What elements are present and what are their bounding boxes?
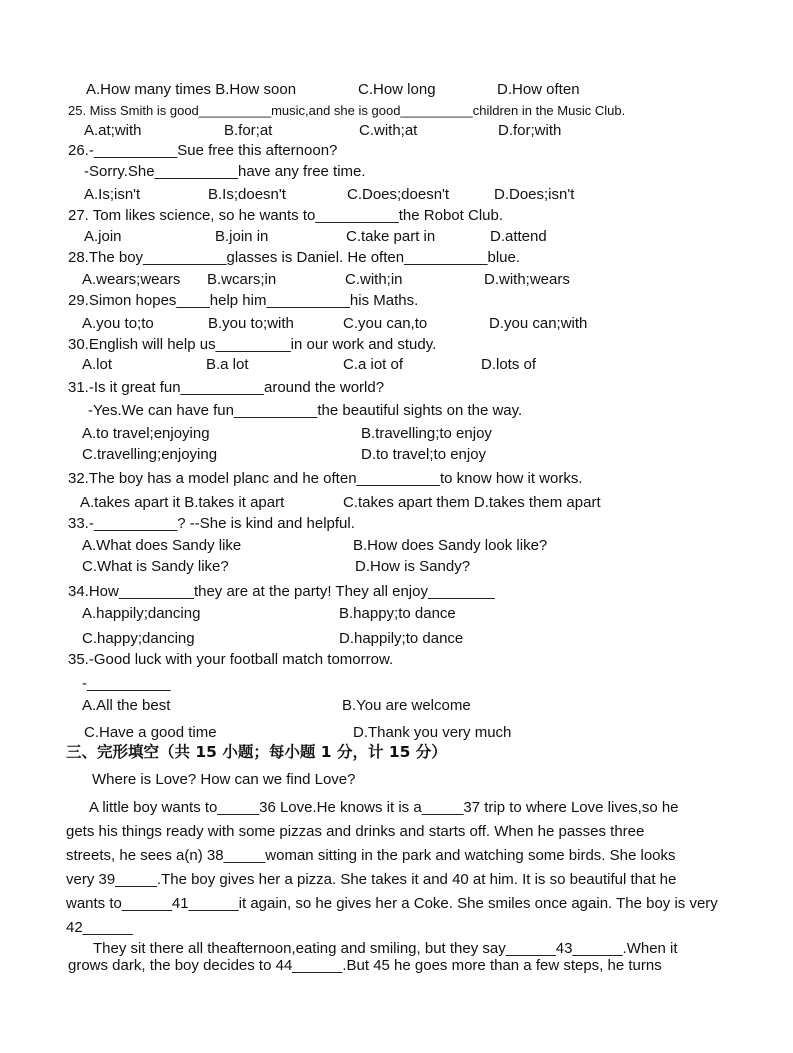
passage-line-4: very 39_____.The boy gives her a pizza. She takes it and 40 at him. It is so beautiful that he bbox=[66, 871, 677, 888]
q34-option-b: B.happy;to dance bbox=[339, 605, 456, 622]
q29-stem: 29.Simon hopes____help him__________his Maths. bbox=[68, 292, 419, 309]
q27-option-b: B.join in bbox=[215, 228, 269, 245]
q31-option-b: B.travelling;to enjoy bbox=[361, 425, 492, 442]
q35-option-c: C.Have a good time bbox=[84, 724, 217, 741]
q31-option-a: A.to travel;enjoying bbox=[82, 425, 210, 442]
q26-option-d: D.Does;isn't bbox=[494, 186, 575, 203]
q30-option-c: C.a iot of bbox=[343, 356, 404, 373]
q28-option-d: D.with;wears bbox=[484, 271, 570, 288]
q35-reply: -__________ bbox=[82, 675, 171, 692]
q31-reply: -Yes.We can have fun__________the beautiful sights on the way. bbox=[88, 402, 523, 419]
q26-option-b: B.Is;doesn't bbox=[208, 186, 286, 203]
q35-stem: 35.-Good luck with your football match tomorrow. bbox=[68, 651, 394, 668]
q28-option-c: C.with;in bbox=[345, 271, 403, 288]
q24-option-ab: A.How many times B.How soon bbox=[86, 81, 297, 98]
q32-stem: 32.The boy has a model planc and he often__________to know how it works. bbox=[68, 470, 583, 487]
q27-option-a: A.join bbox=[84, 228, 122, 245]
q29-option-c: C.you can,to bbox=[343, 315, 428, 332]
passage-line-7: They sit there all theafternoon,eating and smiling, but they say______43______.When it bbox=[93, 940, 678, 957]
q25-option-b: B.for;at bbox=[224, 122, 273, 139]
q31-option-c: C.travelling;enjoying bbox=[82, 446, 218, 463]
q25-stem: 25. Miss Smith is good__________music,and she is good__________children in the Music Club. bbox=[68, 103, 626, 118]
q33-option-b: B.How does Sandy look like? bbox=[353, 537, 548, 554]
q34-option-a: A.happily;dancing bbox=[82, 605, 201, 622]
q29-option-d: D.you can;with bbox=[489, 315, 588, 332]
q35-option-d: D.Thank you very much bbox=[353, 724, 512, 741]
q35-option-b: B.You are welcome bbox=[342, 697, 471, 714]
q30-option-d: D.lots of bbox=[481, 356, 537, 373]
passage-line-6: 42______ bbox=[66, 919, 133, 936]
q28-option-b: B.wcars;in bbox=[207, 271, 277, 288]
q27-option-c: C.take part in bbox=[346, 228, 436, 245]
q33-option-c: C.What is Sandy like? bbox=[82, 558, 229, 575]
q27-stem: 27. Tom likes science, so he wants to__________the Robot Club. bbox=[68, 207, 503, 224]
q31-stem: 31.-Is it great fun__________around the world? bbox=[68, 379, 385, 396]
q24-option-c: C.How long bbox=[358, 81, 436, 98]
q31-option-d: D.to travel;to enjoy bbox=[361, 446, 487, 463]
passage-line-8: grows dark, the boy decides to 44______.But 45 he goes more than a few steps, he turns bbox=[68, 957, 662, 974]
q34-stem: 34.How_________they are at the party! They all enjoy________ bbox=[68, 583, 495, 600]
q33-option-d: D.How is Sandy? bbox=[355, 558, 471, 575]
passage-line-3: streets, he sees a(n) 38_____woman sitting in the park and watching some birds. She looks bbox=[66, 847, 676, 864]
q28-stem: 28.The boy__________glasses is Daniel. He often__________blue. bbox=[68, 249, 521, 266]
passage-line-2: gets his things ready with some pizzas and drinks and starts off. When he passes three bbox=[66, 823, 645, 840]
q30-stem: 30.English will help us_________in our work and study. bbox=[68, 336, 437, 353]
q32-option-cd: C.takes apart them D.takes them apart bbox=[343, 494, 601, 511]
q35-option-a: A.All the best bbox=[82, 697, 171, 714]
q30-option-a: A.lot bbox=[82, 356, 113, 373]
q26-option-a: A.Is;isn't bbox=[84, 186, 141, 203]
q29-option-a: A.you to;to bbox=[82, 315, 154, 332]
q30-option-b: B.a lot bbox=[206, 356, 249, 373]
q25-option-a: A.at;with bbox=[84, 122, 142, 139]
q25-option-c: C.with;at bbox=[359, 122, 418, 139]
q33-option-a: A.What does Sandy like bbox=[82, 537, 242, 554]
q26-reply: -Sorry.She__________have any free time. bbox=[84, 163, 366, 180]
q26-option-c: C.Does;doesn't bbox=[347, 186, 450, 203]
passage-title: Where is Love? How can we find Love? bbox=[92, 771, 356, 788]
passage-line-5: wants to______41______it again, so he gives her a Coke. She smiles once again. The boy is very bbox=[66, 895, 718, 912]
q29-option-b: B.you to;with bbox=[208, 315, 294, 332]
q33-stem: 33.-__________? --She is kind and helpful. bbox=[68, 515, 355, 532]
passage-line-1: A little boy wants to_____36 Love.He knows it is a_____37 trip to where Love lives,so he bbox=[89, 799, 679, 816]
q34-option-d: D.happily;to dance bbox=[339, 630, 464, 647]
section-heading: 三、完形填空（共 15 小题；每小题 1 分，计 15 分） bbox=[66, 743, 447, 761]
q28-option-a: A.wears;wears bbox=[82, 271, 181, 288]
q24-option-d: D.How often bbox=[497, 81, 580, 98]
q25-option-d: D.for;with bbox=[498, 122, 562, 139]
q27-option-d: D.attend bbox=[490, 228, 547, 245]
q26-stem: 26.-__________Sue free this afternoon? bbox=[68, 142, 338, 159]
q32-option-ab: A.takes apart it B.takes it apart bbox=[80, 494, 285, 511]
q34-option-c: C.happy;dancing bbox=[82, 630, 195, 647]
